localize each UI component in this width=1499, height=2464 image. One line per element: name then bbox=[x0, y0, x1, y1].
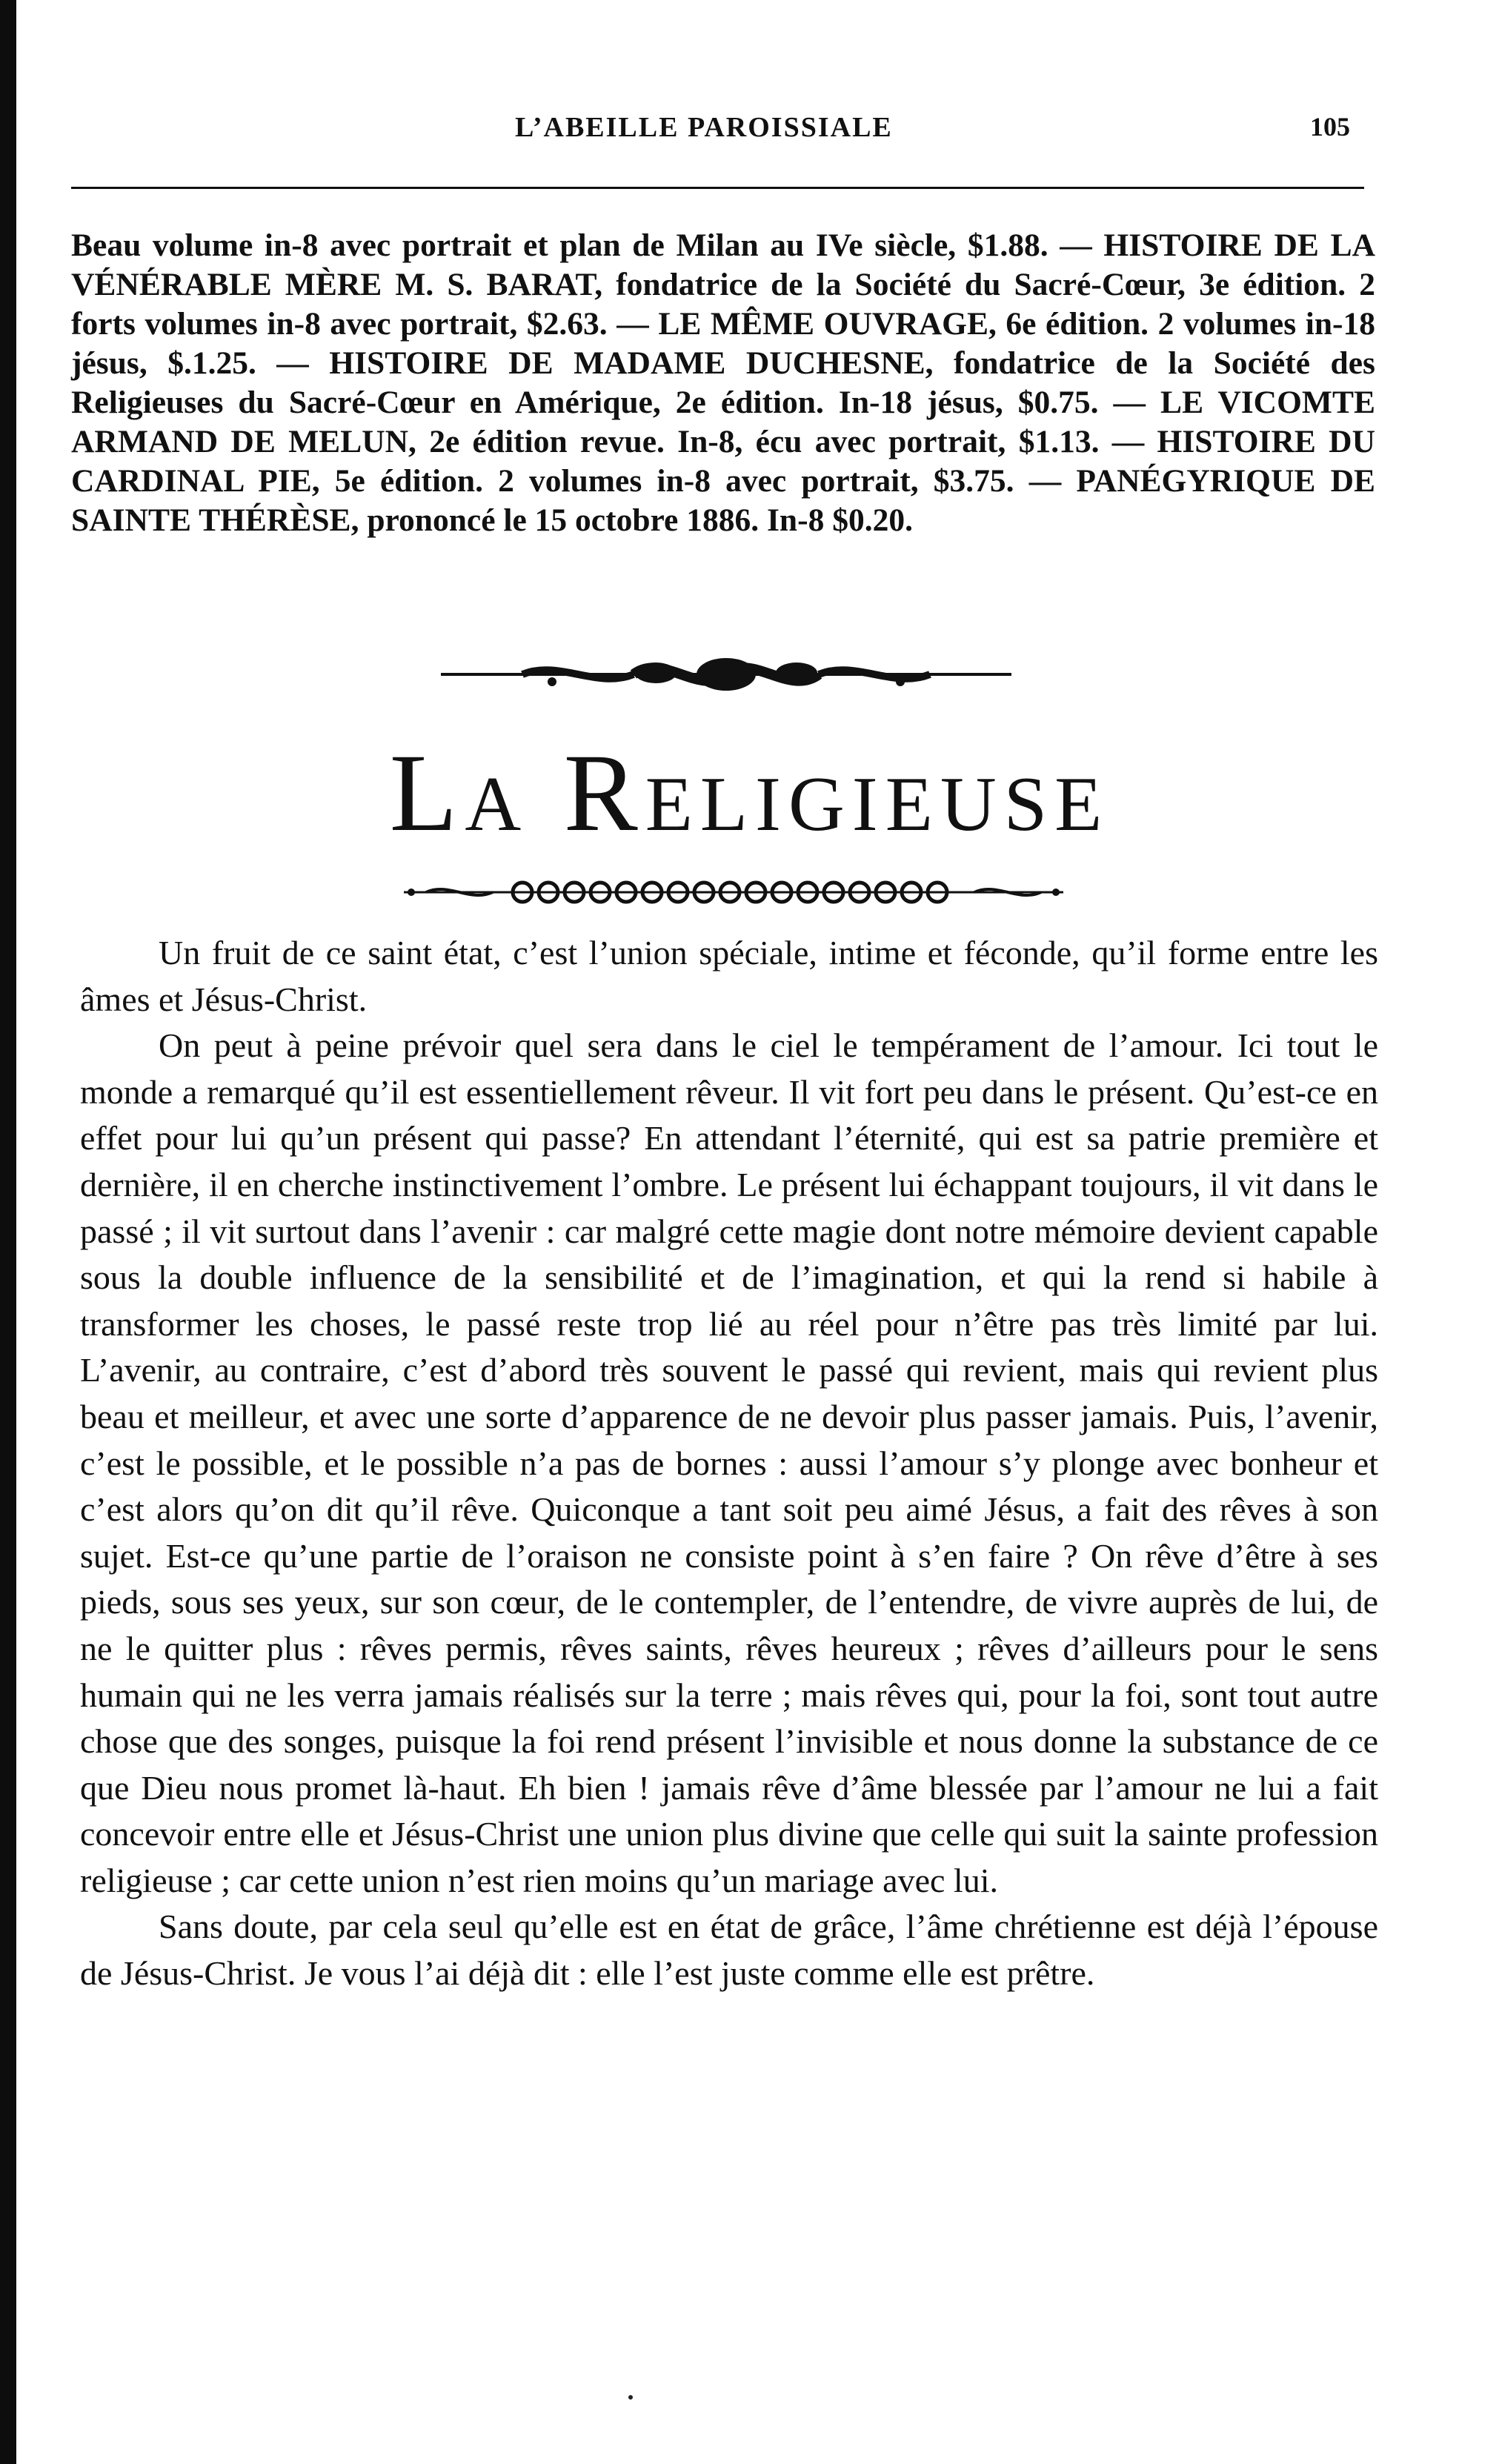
running-head: L’ABEILLE PAROISSIALE bbox=[515, 112, 893, 143]
ornament-divider-top bbox=[433, 652, 1019, 697]
ornament-divider-bottom bbox=[396, 876, 1071, 906]
body-paragraph-3: Sans doute, par cela seul qu’elle est en état de grâce, l’âme chrétienne est déjà l’épouse de Jésus-Christ. Je vous l’ai déjà dit : elle l’est juste comme elle est prêtre. bbox=[80, 1907, 1378, 1993]
chapter-title: La Religieuse bbox=[389, 731, 1110, 854]
body-paragraph-1: Un fruit de ce saint état, c’est l’union spéciale, intime et féconde, qu’il forme entre les âmes et Jésus-Christ. bbox=[80, 934, 1378, 1018]
advertisement-block: Beau volume in-8 avec portrait et plan de Milan au IVe siècle, $1.88. — HISTOIRE DE LA VÉNÉRABLE MÈRE M. S. BARAT, fondatrice de la Société du Sacré-Cœur, 3e édition. 2 forts volumes in-8 avec portrait, $2.63. — LE MÊME OUVRAGE, 6e édition. 2 volumes in-18 jésus, $.1.25. — HISTOIRE DE MADAME DUCHESNE, fondatrice de la Société des Religieuses du Sacré-Cœur en Amérique, 2e édition. In-18 jésus, $0.75. — LE VICOMTE ARMAND DE MELUN, 2e édition revue. In-8, écu avec portrait, $1.13. — HISTOIRE DU CARDINAL PIE, 5e édition. 2 volumes in-8 avec portrait, $3.75. — PANÉGYRIQUE DE SAINTE THÉRÈSE, prononcé le 15 octobre 1886. In-8 $0.20. bbox=[71, 228, 1375, 538]
page-binding-edge bbox=[0, 0, 16, 2464]
print-speck bbox=[628, 2395, 633, 2400]
header-rule bbox=[71, 187, 1364, 189]
body-paragraph-2: On peut à peine prévoir quel sera dans le ciel le tempérament de l’amour. Ici tout le monde a remarqué qu’il est essentiellement rêveur. Il vit fort peu dans le présent. Qu’est-ce en effet pour lui qu’un présent qui passe? En attendant l’éternité, qui est sa patrie première et dernière, il en cherche instinctivement l’ombre. Le présent lui échappant toujours, il vit dans le passé ; il vit surtout dans l’avenir : car malgré cette magie dont notre mémoire devient capable sous la double influence de la sensibilité et de l’imagination, et qui la rend si habile à transformer les choses, le passé reste trop lié au réel pour n’être pas très limité par lui. L’avenir, au contraire, c’est d’abord très souvent le passé qui revient, mais qui revient plus beau et meilleur, et avec une sorte d’apparence de ne devoir plus passer jamais. Puis, l’avenir, c’est le possible, et le possible n’a pas de bornes : aussi l’amour s’y plonge avec bonheur et c’est alors qu’on dit qu’il rêve. Quiconque a tant soit peu aimé Jésus, a fait des rêves à son sujet. Est-ce qu’une partie de l’oraison ne consiste point à s’en faire ? On rêve d’être à ses pieds, sous ses yeux, sur son cœur, de le contempler, de l’entendre, de vivre auprès de lui, de ne le quitter plus : rêves permis, rêves saints, rêves heureux ; rêves d’ailleurs pour le sens humain qui ne les verra jamais réalisés sur la terre ; mais rêves qui, pour la foi, sont tout autre chose que des songes, puisque la foi rend présent l’invisible et nous donne la substance de ce que Dieu nous promet là-haut. Eh bien ! jamais rêve d’âme blessée par l’amour ne lui a fait concevoir entre elle et Jésus-Christ une union plus divine que celle qui suit la sainte profession religieuse ; car cette union n’est rien moins qu’un mariage avec lui. bbox=[80, 1026, 1378, 1899]
page-number: 105 bbox=[1310, 112, 1350, 142]
body-text bbox=[80, 930, 1378, 1997]
